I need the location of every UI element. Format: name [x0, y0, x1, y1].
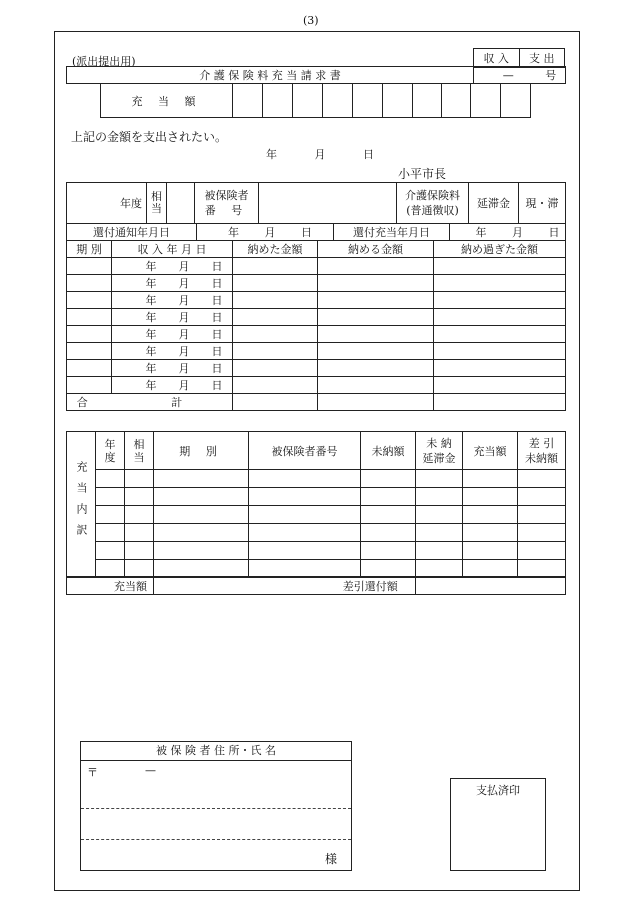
due-cell[interactable] [318, 309, 434, 326]
total-paid[interactable] [233, 394, 318, 411]
overpaid-cell[interactable] [434, 377, 566, 394]
dispatch-label: (派出提出用) [72, 55, 136, 68]
table-row [67, 524, 566, 542]
due-cell[interactable] [318, 326, 434, 343]
alloc-col-period: 期 別 [154, 432, 249, 470]
equivalent-label: 相当 [147, 183, 167, 224]
paid-cell[interactable] [233, 275, 318, 292]
col-receipt-date: 収 入 年 月 日 [112, 241, 233, 258]
allocation-side-label: 充当内訳 [67, 432, 96, 578]
refund-apply-date[interactable]: 年 月 日 [450, 224, 566, 241]
receipt-label: 収 入 [474, 49, 520, 68]
due-cell[interactable] [318, 343, 434, 360]
table-row [67, 560, 566, 578]
request-date [266, 146, 374, 162]
amount-label: 充 当 額 [101, 84, 233, 118]
period-cell[interactable] [67, 377, 112, 394]
period-cell[interactable] [67, 292, 112, 309]
amount-digit[interactable] [471, 84, 501, 118]
due-cell[interactable] [318, 377, 434, 394]
number-unit: 号 [545, 69, 557, 82]
request-year: 年 [266, 148, 277, 161]
current-arrear-label: 現・滞 [519, 183, 566, 224]
request-text: 上記の金額を支出されたい。 [71, 130, 228, 144]
alloc-col-applied: 充当額 [463, 432, 518, 470]
payments-header-row [67, 241, 566, 258]
table-row [67, 258, 566, 275]
amount-digit[interactable] [442, 84, 471, 118]
premium-label: 介護保険料 (普通徴収) [397, 183, 469, 224]
period-cell[interactable] [67, 326, 112, 343]
period-cell[interactable] [67, 360, 112, 377]
alloc-col-net: 差 引 未納額 [518, 432, 566, 470]
paid-cell[interactable] [233, 309, 318, 326]
overpaid-cell[interactable] [434, 309, 566, 326]
info-table [66, 182, 566, 224]
alloc-col-unpaid: 未納額 [361, 432, 416, 470]
address-line[interactable] [81, 839, 351, 840]
request-month: 月 [314, 148, 326, 161]
alloc-col-year: 年度 [96, 432, 125, 470]
paid-cell[interactable] [233, 377, 318, 394]
table-row [67, 542, 566, 560]
overpaid-cell[interactable] [434, 326, 566, 343]
insured-number-label: 被保険者 番 号 [195, 183, 259, 224]
address-line[interactable] [81, 808, 351, 809]
date-cell[interactable]: 年 月 日 [112, 377, 233, 394]
footer-refund-label: 差引還付額 [326, 577, 416, 595]
refund-date-row [66, 223, 566, 241]
alloc-col-insured: 被保険者番号 [249, 432, 361, 470]
address-title: 被 保 険 者 住 所・氏 名 [81, 742, 351, 761]
date-cell[interactable]: 年 月 日 [112, 343, 233, 360]
date-cell[interactable]: 年 月 日 [112, 275, 233, 292]
col-paid: 納めた金額 [233, 241, 318, 258]
amount-digit[interactable] [263, 84, 293, 118]
form-title: 介 護 保 険 料 充 当 請 求 書 [67, 67, 474, 84]
paid-stamp-label: 支払済印 [476, 784, 520, 797]
total-overpaid[interactable] [434, 394, 566, 411]
amount-digit[interactable] [293, 84, 323, 118]
request-day: 日 [363, 148, 374, 161]
refund-notice-date[interactable]: 年 月 日 [197, 224, 334, 241]
total-row [67, 394, 566, 411]
amount-digit[interactable] [353, 84, 383, 118]
overpaid-cell[interactable] [434, 258, 566, 275]
payments-table [66, 240, 566, 411]
date-cell[interactable]: 年 月 日 [112, 360, 233, 377]
amount-digit[interactable] [501, 84, 531, 118]
amount-digit[interactable] [233, 84, 263, 118]
overpaid-cell[interactable] [434, 343, 566, 360]
paid-cell[interactable] [233, 292, 318, 309]
amount-digit[interactable] [323, 84, 353, 118]
receipt-payment-box [473, 48, 565, 68]
amount-row [100, 83, 531, 118]
paid-stamp-box [450, 778, 546, 871]
footer-applied-label: 充当額 [67, 577, 154, 595]
postal-mark: 〒 [87, 766, 98, 779]
due-cell[interactable] [318, 275, 434, 292]
sama-label: 様 [325, 852, 338, 866]
title-row [66, 66, 566, 84]
date-cell[interactable]: 年 月 日 [112, 326, 233, 343]
overpaid-cell[interactable] [434, 275, 566, 292]
date-cell[interactable]: 年 月 日 [112, 258, 233, 275]
refund-apply-label: 還付充当年月日 [334, 224, 450, 241]
payment-label: 支 出 [519, 49, 565, 68]
postal-dash: — [145, 764, 156, 777]
paid-cell[interactable] [233, 343, 318, 360]
due-cell[interactable] [318, 360, 434, 377]
mayor-label: 小平市長 [398, 167, 447, 181]
table-row [67, 292, 566, 309]
number-cell [474, 67, 566, 84]
overpaid-cell[interactable] [434, 360, 566, 377]
table-row [67, 309, 566, 326]
allocation-footer [66, 576, 566, 595]
date-cell[interactable]: 年 月 日 [112, 309, 233, 326]
table-row [67, 343, 566, 360]
period-cell[interactable] [67, 343, 112, 360]
period-cell[interactable] [67, 309, 112, 326]
alloc-col-unpaid-late: 未 納 延滞金 [416, 432, 463, 470]
alloc-col-equiv: 相当 [125, 432, 154, 470]
due-cell[interactable] [318, 292, 434, 309]
equivalent-value[interactable] [167, 183, 195, 224]
table-row [67, 506, 566, 524]
table-row [67, 488, 566, 506]
paid-cell[interactable] [233, 258, 318, 275]
table-row [67, 326, 566, 343]
date-cell[interactable]: 年 月 日 [112, 292, 233, 309]
allocation-header-row [67, 432, 566, 470]
paid-cell[interactable] [233, 326, 318, 343]
fiscal-year-label: 年度 [67, 183, 147, 224]
allocation-table [66, 431, 566, 578]
table-row [67, 470, 566, 488]
address-box [80, 741, 352, 871]
footer-applied-value[interactable] [154, 577, 326, 595]
col-due: 納める金額 [318, 241, 434, 258]
paid-cell[interactable] [233, 360, 318, 377]
amount-digit[interactable] [383, 84, 413, 118]
page-number: (3) [303, 14, 319, 27]
table-row [67, 275, 566, 292]
late-fee-label: 延滞金 [469, 183, 519, 224]
insured-number-value[interactable] [259, 183, 397, 224]
amount-digit[interactable] [413, 84, 442, 118]
due-cell[interactable] [318, 258, 434, 275]
col-period: 期 別 [67, 241, 112, 258]
footer-refund-value[interactable] [416, 577, 566, 595]
number-dash: — [502, 69, 514, 82]
refund-notice-label: 還付通知年月日 [67, 224, 197, 241]
table-row [67, 360, 566, 377]
period-cell[interactable] [67, 258, 112, 275]
period-cell[interactable] [67, 275, 112, 292]
total-label: 合 計 [67, 394, 233, 411]
table-row [67, 377, 566, 394]
total-due[interactable] [318, 394, 434, 411]
col-overpaid: 納め過ぎた金額 [434, 241, 566, 258]
overpaid-cell[interactable] [434, 292, 566, 309]
